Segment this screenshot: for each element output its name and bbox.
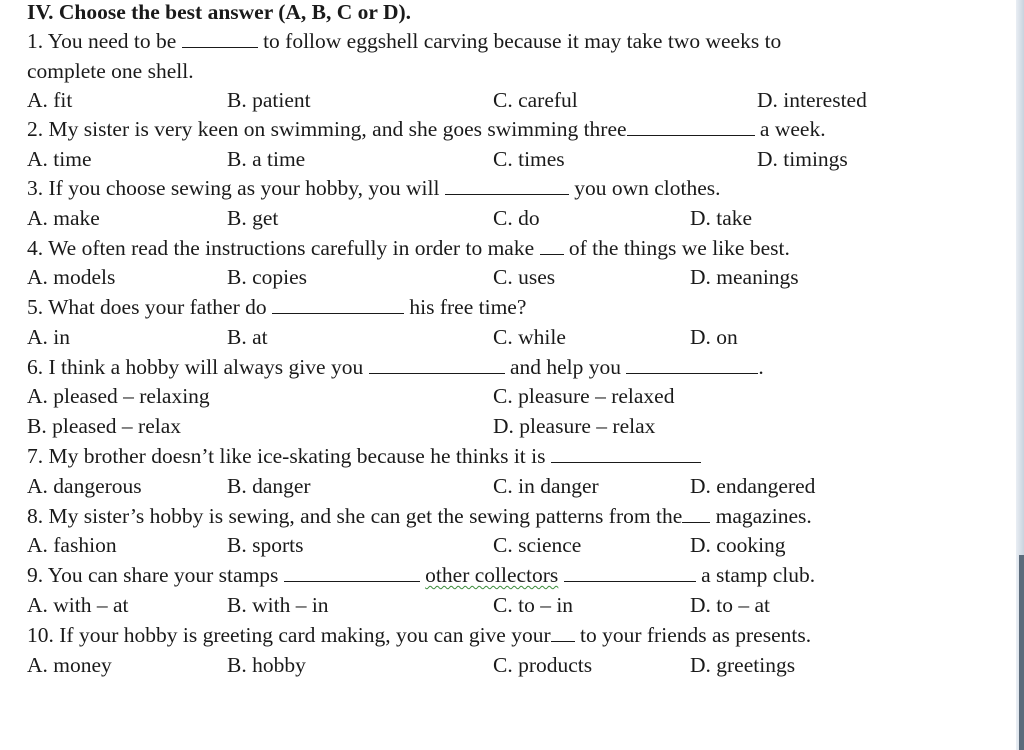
option-b: B. get [227, 206, 279, 230]
option-d: D. meanings [690, 265, 799, 289]
option-a: A. money [27, 653, 112, 677]
option-b: B. hobby [227, 653, 306, 677]
answer-blank [540, 236, 564, 255]
option-d: D. greetings [690, 653, 796, 677]
question-8-line [27, 503, 812, 529]
answer-blank [445, 176, 569, 195]
option-c: C. while [493, 325, 566, 349]
question-10-line [27, 622, 811, 648]
option-a: A. fit [27, 88, 73, 112]
question-1-text-cont: to follow eggshell carving because it may take two weeks to [263, 29, 782, 53]
question-9-text-end: a stamp club. [701, 563, 816, 587]
answer-blank [182, 29, 258, 48]
option-b: B. pleased – relax [27, 414, 182, 438]
option-d: D. pleasure – relax [493, 414, 656, 438]
question-5-text-cont: his free time? [409, 295, 527, 319]
option-b: B. sports [227, 533, 304, 557]
option-a: A. make [27, 206, 100, 230]
question-8-text-cont: magazines. [715, 504, 812, 528]
option-c: C. products [493, 653, 593, 677]
option-b: B. at [227, 325, 268, 349]
option-a: A. models [27, 265, 116, 289]
question-7-text: 7. My brother doesn’t like ice-skating because he thinks it is [27, 444, 546, 468]
option-a: A. fashion [27, 533, 117, 557]
scrollbar-edge[interactable] [1019, 555, 1024, 750]
answer-blank [551, 623, 575, 642]
question-8-text: 8. My sister’s hobby is sewing, and she can get the sewing patterns from the [27, 504, 683, 528]
option-b: B. patient [227, 88, 311, 112]
answer-blank [369, 355, 505, 374]
question-3-text-cont: you own clothes. [574, 176, 721, 200]
question-4-text-cont: of the things we like best. [568, 236, 790, 260]
question-9-text: 9. You can share your stamps [27, 563, 279, 587]
option-a: A. dangerous [27, 474, 142, 498]
question-10-text-cont: to your friends as presents. [580, 623, 812, 647]
option-d: D. endangered [690, 474, 816, 498]
question-3-text: 3. If you choose sewing as your hobby, you will [27, 176, 440, 200]
question-6-line [27, 354, 764, 380]
option-d: D. on [690, 325, 738, 349]
answer-blank [272, 295, 404, 314]
answer-blank-2 [564, 563, 696, 582]
option-a: A. with – at [27, 593, 129, 617]
exercise-heading: IV. Choose the best answer (A, B, C or D). [27, 0, 412, 24]
option-d: D. timings [757, 147, 848, 171]
option-b: B. danger [227, 474, 311, 498]
question-4-line [27, 235, 790, 261]
question-2-text-cont: a week. [759, 117, 826, 141]
question-1-text: 1. You need to be [27, 29, 177, 53]
option-c: C. careful [493, 88, 578, 112]
question-9-text-cont: other collectors [425, 563, 559, 587]
question-6-period: . [758, 355, 764, 379]
question-6-text: 6. I think a hobby will always give you [27, 355, 364, 379]
answer-blank [284, 563, 420, 582]
question-9-line [27, 562, 815, 588]
option-d: D. interested [757, 88, 867, 112]
question-2-line [27, 116, 826, 142]
option-c: C. to – in [493, 593, 574, 617]
option-c: C. pleasure – relaxed [493, 384, 675, 408]
option-b: B. a time [227, 147, 306, 171]
answer-blank [682, 504, 710, 523]
option-a: A. in [27, 325, 70, 349]
option-c: C. in danger [493, 474, 599, 498]
option-a: A. pleased – relaxing [27, 384, 210, 408]
question-5-text: 5. What does your father do [27, 295, 267, 319]
option-b: B. with – in [227, 593, 329, 617]
answer-blank [551, 444, 701, 463]
option-d: D. to – at [690, 593, 771, 617]
option-a: A. time [27, 147, 92, 171]
option-c: C. do [493, 206, 540, 230]
question-7-line [27, 443, 701, 469]
option-c: C. science [493, 533, 582, 557]
option-c: C. uses [493, 265, 556, 289]
option-b: B. copies [227, 265, 308, 289]
option-d: D. cooking [690, 533, 786, 557]
answer-blank-2 [626, 355, 758, 374]
question-4-text: 4. We often read the instructions carefully in order to make [27, 236, 535, 260]
answer-blank [627, 117, 755, 136]
question-5-line [27, 294, 526, 320]
question-3-line [27, 175, 721, 201]
question-1-line-2: complete one shell. [27, 59, 194, 83]
option-d: D. take [690, 206, 753, 230]
question-2-text: 2. My sister is very keen on swimming, and she goes swimming three [27, 117, 627, 141]
question-1-line-1 [27, 28, 781, 54]
question-6-text-cont: and help you [509, 355, 622, 379]
question-10-text: 10. If your hobby is greeting card making, you can give your [27, 623, 551, 647]
option-c: C. times [493, 147, 565, 171]
